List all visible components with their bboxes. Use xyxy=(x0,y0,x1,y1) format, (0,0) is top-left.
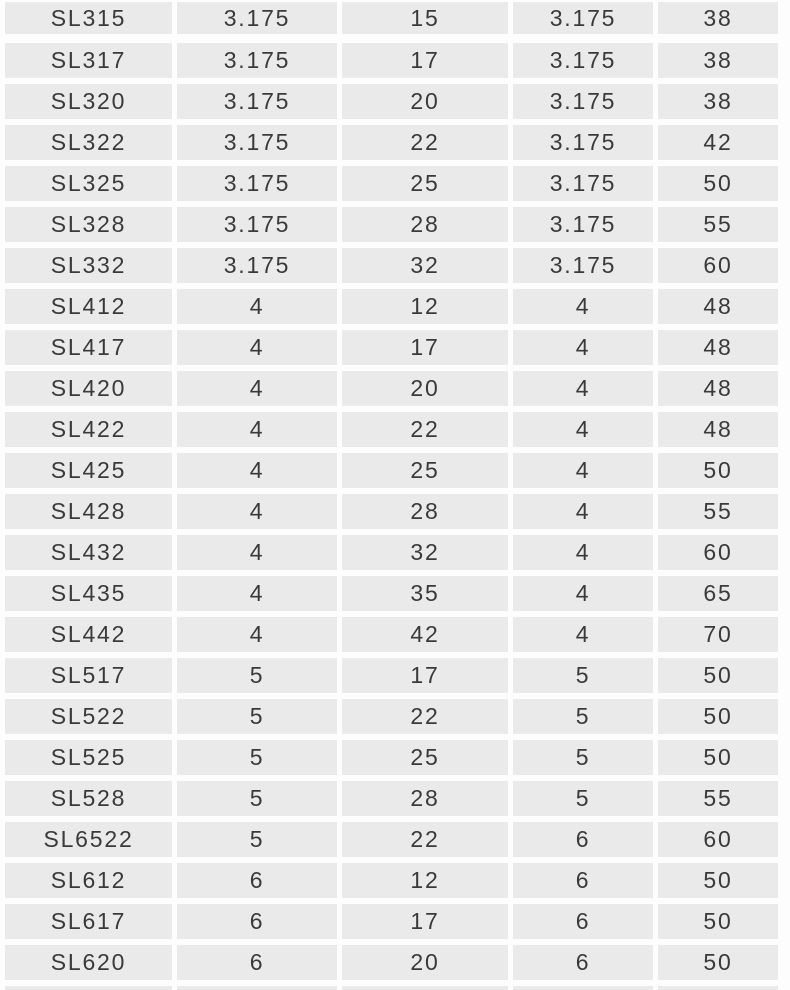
table-cell: 4 xyxy=(177,289,337,324)
model-code-cell: SL522 xyxy=(5,699,172,734)
table-cell: 4 xyxy=(513,617,653,652)
table-cell: 50 xyxy=(658,904,778,939)
table-cell: 4 xyxy=(513,412,653,447)
model-code-cell: SL322 xyxy=(5,125,172,160)
table-cell: 38 xyxy=(658,43,778,78)
table-cell: 48 xyxy=(658,412,778,447)
table-cell: 20 xyxy=(342,84,508,119)
model-code-cell: SL620 xyxy=(5,945,172,980)
table-cell: 32 xyxy=(342,535,508,570)
model-code-cell: SL315 xyxy=(5,2,172,34)
table-cell: 4 xyxy=(513,535,653,570)
table-cell: 17 xyxy=(342,43,508,78)
model-code-cell: SL525 xyxy=(5,740,172,775)
table-cell: 3.175 xyxy=(177,166,337,201)
table-cell: 20 xyxy=(342,945,508,980)
table-cell: 6 xyxy=(177,904,337,939)
table-cell: 12 xyxy=(342,863,508,898)
model-code-cell: SL612 xyxy=(5,863,172,898)
table-cell: 50 xyxy=(658,699,778,734)
table-cell: 4 xyxy=(177,371,337,406)
model-code-cell: SL6522 xyxy=(5,822,172,857)
table-cell: 5 xyxy=(177,781,337,816)
table-cell: 3.175 xyxy=(177,2,337,34)
table-cell: 55 xyxy=(658,207,778,242)
table-cell: 38 xyxy=(658,2,778,34)
table-cell: 25 xyxy=(342,166,508,201)
table-cell: 12 xyxy=(342,289,508,324)
model-code-cell: SL420 xyxy=(5,371,172,406)
table-cell: 3.175 xyxy=(177,125,337,160)
table-cell: 50 xyxy=(658,166,778,201)
model-code-cell: SL325 xyxy=(5,166,172,201)
table-cell: 20 xyxy=(342,371,508,406)
table-cell: 50 xyxy=(658,740,778,775)
table-cell: 17 xyxy=(342,330,508,365)
table-cell: 28 xyxy=(342,494,508,529)
table-cell: 15 xyxy=(342,2,508,34)
table-cell: 42 xyxy=(342,617,508,652)
table-cell: 28 xyxy=(342,781,508,816)
table-cell: 65 xyxy=(658,576,778,611)
model-code-cell: SL435 xyxy=(5,576,172,611)
table-cell: 6 xyxy=(513,822,653,857)
model-code-cell: SL425 xyxy=(5,453,172,488)
model-code-cell: SL320 xyxy=(5,84,172,119)
table-cell xyxy=(342,986,508,990)
table-cell: 17 xyxy=(342,658,508,693)
table-cell: 48 xyxy=(658,330,778,365)
table-cell xyxy=(513,986,653,990)
table-cell: 5 xyxy=(177,699,337,734)
table-cell: 4 xyxy=(513,453,653,488)
table-cell: 3.175 xyxy=(177,207,337,242)
table-cell: 22 xyxy=(342,125,508,160)
table-cell: 5 xyxy=(513,781,653,816)
table-cell: 4 xyxy=(177,576,337,611)
model-code-cell: SL528 xyxy=(5,781,172,816)
table-cell: 60 xyxy=(658,535,778,570)
table-cell: 25 xyxy=(342,740,508,775)
table-cell: 4 xyxy=(177,412,337,447)
table-cell: 22 xyxy=(342,822,508,857)
model-code-cell: SL328 xyxy=(5,207,172,242)
table-cell: 3.175 xyxy=(513,248,653,283)
model-code-cell: SL617 xyxy=(5,904,172,939)
table-cell xyxy=(177,986,337,990)
table-cell: 5 xyxy=(513,658,653,693)
table-cell: 48 xyxy=(658,371,778,406)
table-cell: 28 xyxy=(342,207,508,242)
table-cell: 4 xyxy=(513,289,653,324)
table-cell: 5 xyxy=(177,822,337,857)
table-cell: 4 xyxy=(513,576,653,611)
model-code-cell: SL412 xyxy=(5,289,172,324)
model-code-cell xyxy=(5,986,172,990)
table-cell: 17 xyxy=(342,904,508,939)
table-cell: 4 xyxy=(177,494,337,529)
table-cell: 55 xyxy=(658,494,778,529)
table-cell: 55 xyxy=(658,781,778,816)
table-cell: 5 xyxy=(177,658,337,693)
table-cell: 5 xyxy=(177,740,337,775)
table-cell: 5 xyxy=(513,699,653,734)
model-code-cell: SL517 xyxy=(5,658,172,693)
table-cell: 50 xyxy=(658,453,778,488)
table-cell: 50 xyxy=(658,658,778,693)
table-cell: 4 xyxy=(513,494,653,529)
table-cell: 3.175 xyxy=(177,84,337,119)
model-code-cell: SL332 xyxy=(5,248,172,283)
table-cell: 50 xyxy=(658,863,778,898)
table-cell: 3.175 xyxy=(513,207,653,242)
table-cell: 3.175 xyxy=(513,125,653,160)
table-cell: 38 xyxy=(658,84,778,119)
table-cell: 3.175 xyxy=(177,43,337,78)
table-cell: 3.175 xyxy=(513,84,653,119)
table-cell: 6 xyxy=(513,904,653,939)
table-cell: 42 xyxy=(658,125,778,160)
table-cell: 50 xyxy=(658,945,778,980)
model-code-cell: SL442 xyxy=(5,617,172,652)
model-code-cell: SL428 xyxy=(5,494,172,529)
table-cell: 4 xyxy=(177,453,337,488)
table-cell: 32 xyxy=(342,248,508,283)
table-cell: 5 xyxy=(513,740,653,775)
table-cell: 35 xyxy=(342,576,508,611)
table-cell: 3.175 xyxy=(177,248,337,283)
model-code-cell: SL432 xyxy=(5,535,172,570)
table-cell: 3.175 xyxy=(513,166,653,201)
table-cell: 3.175 xyxy=(513,2,653,34)
table-cell: 6 xyxy=(177,863,337,898)
table-cell: 25 xyxy=(342,453,508,488)
model-code-cell: SL417 xyxy=(5,330,172,365)
table-cell: 60 xyxy=(658,248,778,283)
table-cell: 6 xyxy=(513,863,653,898)
table-cell: 4 xyxy=(177,535,337,570)
table-cell: 6 xyxy=(513,945,653,980)
table-cell: 3.175 xyxy=(513,43,653,78)
table-cell: 48 xyxy=(658,289,778,324)
table-cell: 22 xyxy=(342,412,508,447)
table-cell: 6 xyxy=(177,945,337,980)
table-cell: 60 xyxy=(658,822,778,857)
table-cell: 4 xyxy=(513,371,653,406)
table-cell: 70 xyxy=(658,617,778,652)
table-cell: 4 xyxy=(513,330,653,365)
model-code-cell: SL422 xyxy=(5,412,172,447)
table-cell: 4 xyxy=(177,617,337,652)
model-code-cell: SL317 xyxy=(5,43,172,78)
table-cell: 22 xyxy=(342,699,508,734)
table-cell xyxy=(658,986,778,990)
table-cell: 4 xyxy=(177,330,337,365)
